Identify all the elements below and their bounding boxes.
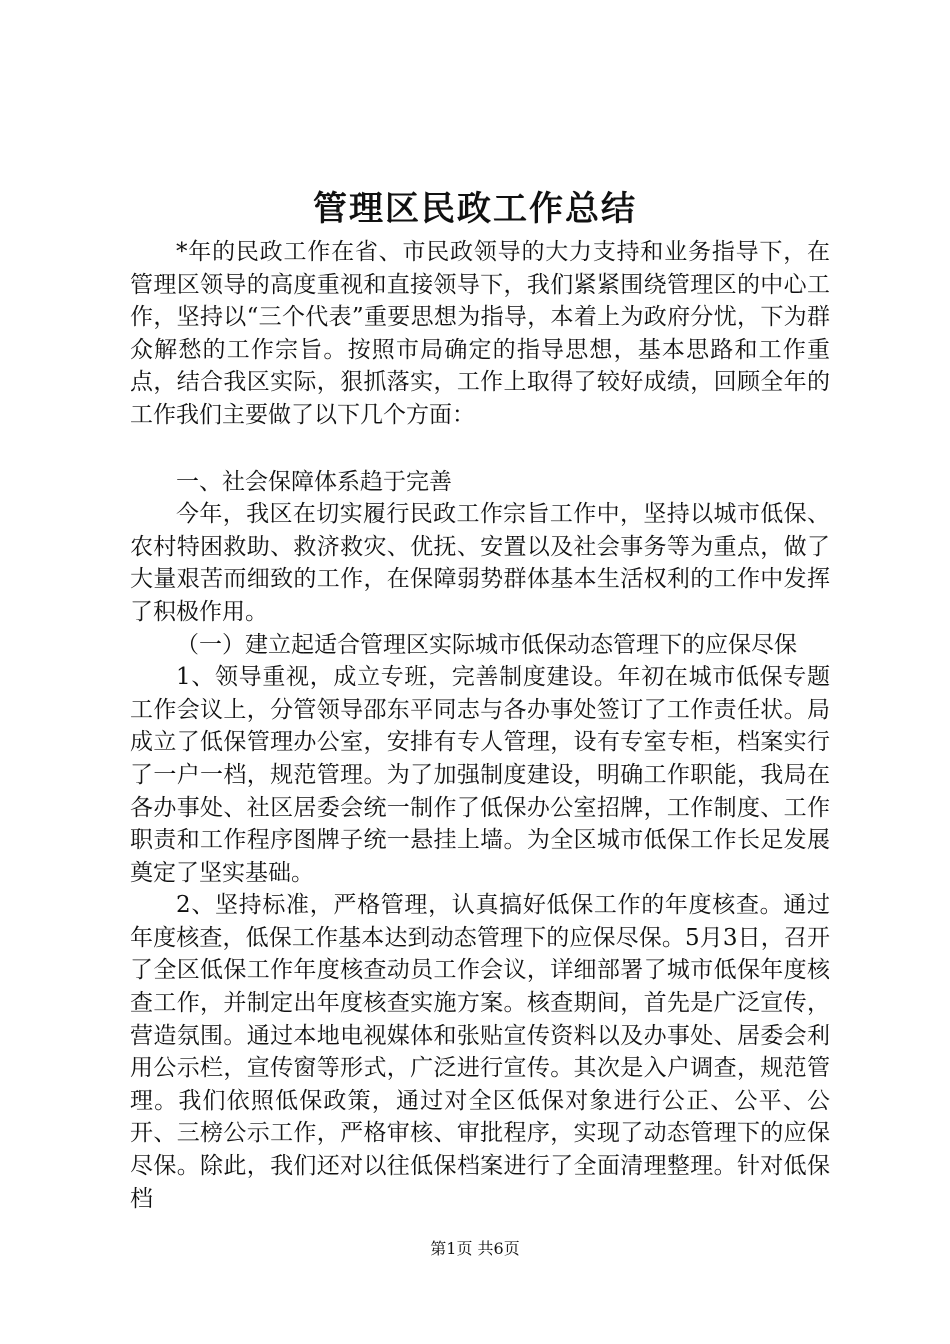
page-footer: 第1页 共6页 — [430, 1239, 520, 1258]
paragraph-item-2: 2、坚持标准，严格管理，认真搞好低保工作的年度核查。通过年度核查，低保工作基本达到动态管理下的应保尽保。5月3日，召开了全区低保工作年度核查动员工作会议，详细部署了城市低保年度核查工作，并制定出年度核查实施方案。核查期间，首先是广泛宣传，营造氛围。通过本地电视媒体和张贴宣传资料以及办事处、居委会利用公示栏，宣传窗等形式，广泛进行宣传。其次是入户调查，规范管理。我们依照低保政策，通过对全区低保对象进行公正、公平、公开、三榜公示工作，严格审核、审批程序，实现了动态管理下的应保尽保。除此，我们还对以往低保档案进行了全面清理整理。针对低保档 — [130, 892, 830, 1212]
paragraph-item-1: 1、领导重视，成立专班，完善制度建设。年初在城市低保专题工作会议上，分管领导邵东平同志与各办事处签订了工作责任状。局成立了低保管理办公室，安排有专人管理，设有专室专柜，档案实行了一户一档，规范管理。为了加强制度建设，明确工作职能，我局在各办事处、社区居委会统一制作了低保办公室招牌，工作制度、工作职责和工作程序图牌子统一悬挂上墙。为全区城市低保工作长足发展奠定了坚实基础。 — [130, 664, 830, 886]
document-body — [130, 236, 830, 1215]
document-title: 管理区民政工作总结 — [313, 189, 637, 229]
paragraph-section-1: 今年，我区在切实履行民政工作宗旨工作中，坚持以城市低保、农村特困救助、救济救灾、优抚、安置以及社会事务等为重点，做了大量艰苦而细致的工作，在保障弱势群体基本生活权利的工作中发挥了积极作用。 — [130, 501, 830, 625]
section-heading: 一、社会保障体系趋于完善 — [176, 468, 452, 495]
paragraph-gap — [130, 432, 830, 466]
paragraph-intro: *年的民政工作在省、市民政领导的大力支持和业务指导下，在管理区领导的高度重视和直接领导下，我们紧紧围绕管理区的中心工作，坚持以“三个代表”重要思想为指导，本着上为政府分忧，下为群众解愁的工作宗旨。按照市局确定的指导思想，基本思路和工作重点，结合我区实际，狠抓落实，工作上取得了较好成绩，回顾全年的工作我们主要做了以下几个方面： — [130, 239, 830, 428]
subsection-heading: （一）建立起适合管理区实际城市低保动态管理下的应保尽保 — [176, 631, 797, 658]
